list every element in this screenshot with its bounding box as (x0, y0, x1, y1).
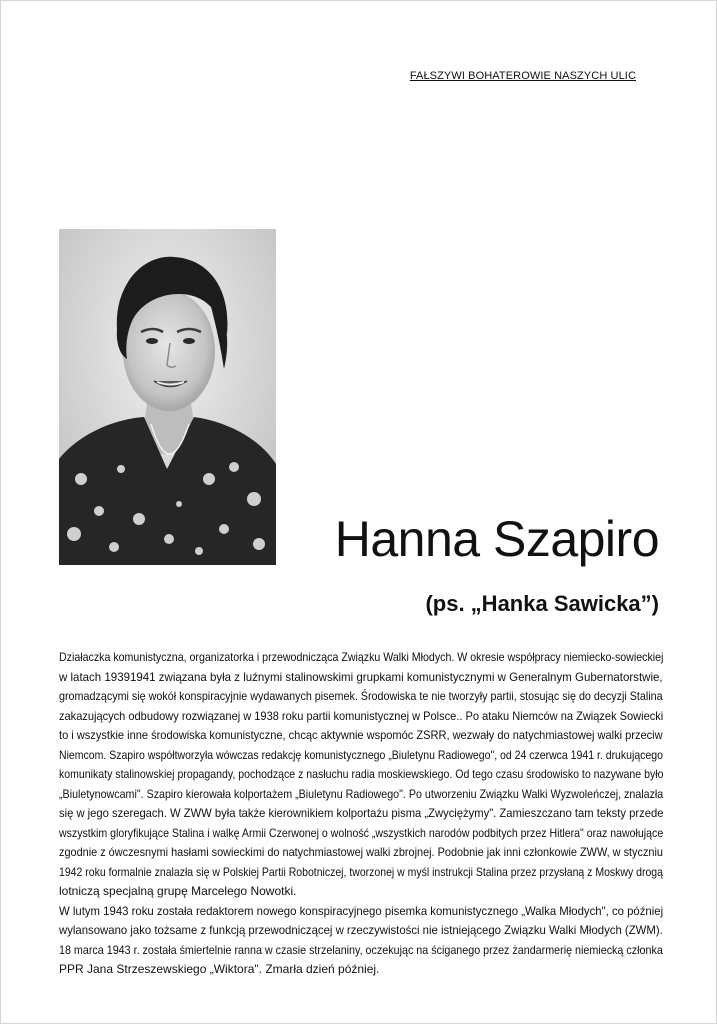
bio-line: gromadzącymi się wokół konspiracyjnie wydawanych pisemek. Środowiska te nie tworzyły partii, stosując się do decyzji Stalina (59, 689, 663, 703)
portrait-photo (59, 229, 276, 565)
bio-paragraph-3 (59, 941, 663, 980)
bio-line: w latach 19391941 związana była z luźnymi stalinowskimi grupkami komunistycznymi w Generalnym Gubernatorstwie, (59, 669, 663, 684)
bio-paragraph-2 (59, 902, 663, 941)
bio-line: „Biuletynowcami". Szapiro kierowała kolportażem „Biuletynu Radiowego". Po utworzeniu Związku Walki Wyzwoleńczej, znalazła (59, 786, 664, 801)
pseudonym: (ps. „Hanka Sawicka”) (425, 591, 659, 616)
bio-line: komunikaty stalinowskiej propagandy, pochodzące z nasłuchu radia moskiewskiego. Od tego czasu środowisko to nazywane było (59, 767, 664, 781)
bio-line: zgodnie z ówczesnymi hasłami sowieckimi do natychmiastowej walki zbrojnej. Podobnie jak inni członkowie ZWW, w styczniu (59, 845, 663, 859)
bio-line: się w jego szeregach. W ZWW była także kierownikiem kolportażu pisma „Zwyciężymy". Zamieszczano tam teksty przede (59, 806, 664, 820)
biography (59, 648, 663, 980)
bio-line: PPR Jana Strzeszewskiego „Wiktora". Zmarła dzień później. (59, 962, 380, 976)
person-name: Hanna Szapiro (334, 511, 659, 567)
bio-line: Niemcom. Szapiro współtworzyła wówczas redakcję komunistycznego „Biuletynu Radiowego", od 24 czerwca 1941 r. drukującego (59, 747, 663, 762)
bio-paragraph-1 (59, 648, 663, 902)
bio-line: to i wszystkie inne środowiska komunistyczne, chcąc aktywnie wspomóc ZSRR, wezwały do natychmiastowej walki przeciw (59, 728, 663, 742)
bio-line: W lutym 1943 roku została redaktorem nowego konspiracyjnego pisemka komunistycznego „Walka Młodych", co później (59, 903, 664, 918)
bio-line: Działaczka komunistyczna, organizatorka i przewodnicząca Związku Walki Młodych. W okresie współpracy niemiecko-sowieckiej (59, 650, 664, 664)
bio-line: wylansowano jako tożsame z funkcją przewodniczącej w rzeczywistości nie istniejącego Związku Walki Młodych (ZWM). (59, 923, 663, 937)
bio-line: zakazujących odbudowy rozwiązanej w 1938 roku partii komunistycznej w Polsce.. Po ataku Niemców na Związek Sowiecki (59, 708, 664, 723)
series-title: FAŁSZYWI BOHATEROWIE NASZYCH ULIC (409, 70, 636, 82)
bio-line: lotniczą specjalną grupę Marcelego Nowotki. (59, 884, 297, 898)
bio-line: 1942 roku formalnie znalazła się w Polskiej Partii Robotniczej, tworzonej w myśl instrukcji Stalina przez przysłaną z Moskwy drogą (59, 864, 663, 879)
bio-line: 18 marca 1943 r. została śmiertelnie ranna w czasie strzelaniny, oczekując na ściganego przez żandarmerię niemiecką członka (59, 942, 663, 957)
portrait-photo-icon (59, 229, 276, 565)
bio-line: wszystkim gloryfikujące Stalina i walkę Armii Czerwonej o wolność „wszystkich narodów podbitych przez Hitlera" oraz nawołujące (59, 825, 664, 840)
